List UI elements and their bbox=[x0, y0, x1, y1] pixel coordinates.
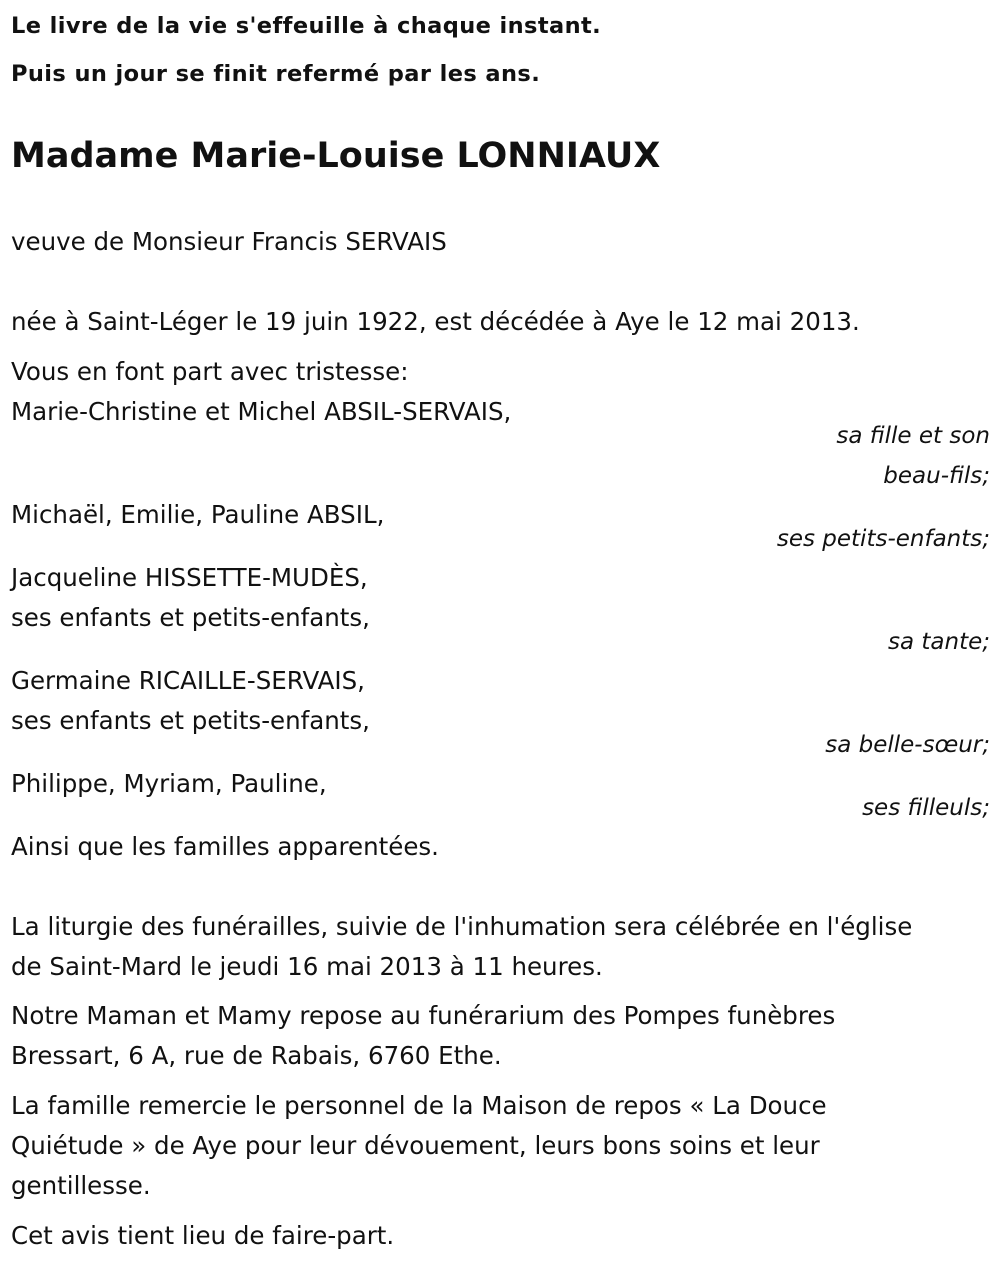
thanks-line-1: La famille remercie le personnel de la Maison de repos « La Douce bbox=[11, 1091, 827, 1120]
family-names: Philippe, Myriam, Pauline, bbox=[11, 769, 327, 798]
widow-of: veuve de Monsieur Francis SERVAIS bbox=[11, 227, 447, 256]
deceased-name: Madame Marie-Louise LONNIAUX bbox=[11, 136, 661, 176]
verse-line-1: Le livre de la vie s'effeuille à chaque instant. bbox=[11, 13, 602, 39]
closing-family: Ainsi que les familles apparentées. bbox=[11, 832, 439, 861]
verse-line-2: Puis un jour se finit refermé par les ans. bbox=[11, 61, 541, 87]
family-names: Germaine RICAILLE-SERVAIS, bbox=[11, 666, 365, 695]
rest-line-2: Bressart, 6 A, rue de Rabais, 6760 Ethe. bbox=[11, 1041, 502, 1070]
rest-line-1: Notre Maman et Mamy repose au funérarium des Pompes funèbres bbox=[11, 1001, 836, 1030]
family-relation: sa fille et son bbox=[836, 423, 990, 449]
family-names: Michaël, Emilie, Pauline ABSIL, bbox=[11, 500, 385, 529]
family-relation: ses petits-enfants; bbox=[776, 526, 990, 552]
liturgy-line-1: La liturgie des funérailles, suivie de l'inhumation sera célébrée en l'église bbox=[11, 912, 913, 941]
family-relation: ses filleuls; bbox=[862, 795, 990, 821]
liturgy-line-2: de Saint-Mard le jeudi 16 mai 2013 à 11 heures. bbox=[11, 952, 603, 981]
thanks-line-3: gentillesse. bbox=[11, 1171, 151, 1200]
family-relation: sa belle-sœur; bbox=[825, 732, 990, 758]
family-names-line2: ses enfants et petits-enfants, bbox=[11, 603, 370, 632]
notice: Cet avis tient lieu de faire-part. bbox=[11, 1221, 395, 1250]
thanks-line-2: Quiétude » de Aye pour leur dévouement, leurs bons soins et leur bbox=[11, 1131, 820, 1160]
birth-death: née à Saint-Léger le 19 juin 1922, est décédée à Aye le 12 mai 2013. bbox=[11, 307, 860, 336]
announcement-intro: Vous en font part avec tristesse: bbox=[11, 357, 409, 386]
family-names: Jacqueline HISSETTE-MUDÈS, bbox=[11, 563, 368, 592]
family-names: Marie-Christine et Michel ABSIL-SERVAIS, bbox=[11, 397, 512, 426]
family-names-line2: ses enfants et petits-enfants, bbox=[11, 706, 370, 735]
family-relation: beau-fils; bbox=[883, 463, 990, 489]
family-relation: sa tante; bbox=[888, 629, 990, 655]
